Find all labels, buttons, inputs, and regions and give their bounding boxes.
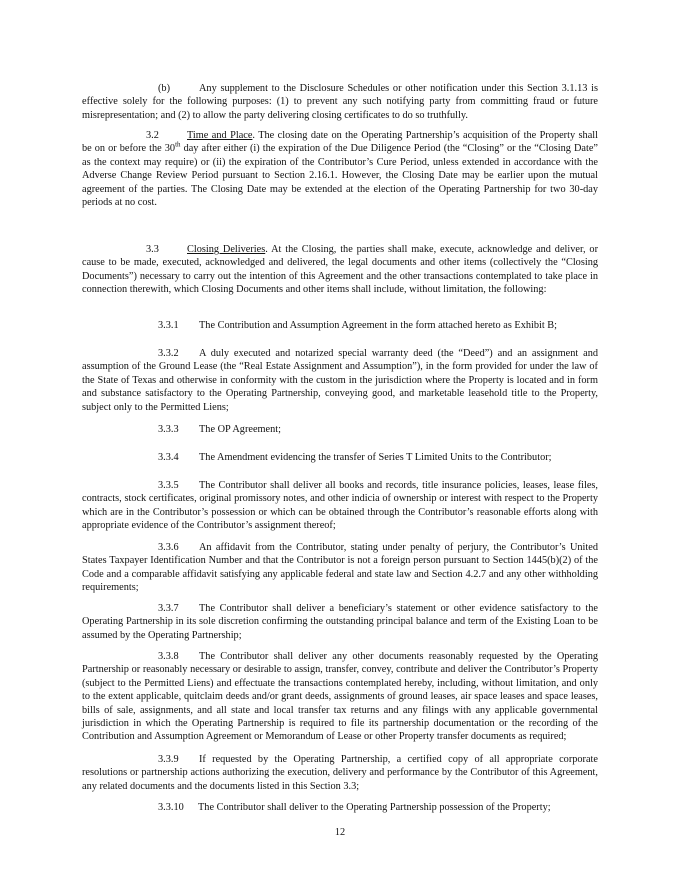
clause-3-3-6	[82, 541, 598, 595]
section-number: 3.2	[146, 130, 159, 141]
section-heading: Closing Deliveries	[187, 244, 266, 255]
clause-number: 3.3.1	[158, 320, 179, 331]
clause-number: 3.3.4	[158, 452, 179, 463]
clause-number: 3.3.2	[158, 348, 179, 359]
clause-text: The Amendment evidencing the transfer of Series T Limited Units to the Contributor;	[199, 452, 552, 463]
paragraph-number: (b)	[158, 83, 171, 94]
clause-text: If requested by the Operating Partnership, a certified copy of all appropriate corporate resolutions or partnership actions authorizing the execution, delivery and performance by the Contributor of this Agreement, any related documents and the documents listed in this Section 3.3;	[82, 754, 598, 792]
clause-3-3-3	[82, 423, 598, 436]
paragraph-text: Any supplement to the Disclosure Schedules or other notification under this Section 3.1.13 is effective solely for the following purposes: (1) to prevent any such notifying party from committing fraud or future misrepresentation; and (2) to allow the party delivering closing certificates to do so truthfully.	[82, 83, 598, 121]
clause-number: 3.3.5	[158, 480, 179, 491]
clause-3-3-10	[82, 801, 598, 814]
clause-number: 3.3.10	[158, 802, 184, 813]
clause-text: The Contributor shall deliver any other documents reasonably requested by the Operating Partnership or reasonably necessary or desirable to assign, transfer, convey, contribute and deliver the Contributor’s Property (subject to the Permitted Liens) and effectuate the transactions contemplated hereby, including, without limitation, and only to the extent applicable, quitclaim deeds and/or grant deeds, assignments of ground leases, air space leases and space leases, bills of sale, assignments, and all state and local transfer tax returns and any filings with any applicable governmental jurisdiction in which the Operating Partnership is required to file its partnership documentation or the recording of the Contribution and Assumption Agreement or Memorandum of Lease or other Property transfer documents as required;	[82, 651, 598, 743]
clause-number: 3.3.9	[158, 754, 179, 765]
clause-3-3-5	[82, 479, 598, 533]
clause-text: A duly executed and notarized special warranty deed (the “Deed”) and an assignment and assumption of the Ground Lease (the “Real Estate Assignment and Assumption”), in the form provided for under the law of the State of Texas and otherwise in conformity with the custom in the jurisdiction where the Property is located and in form and substance satisfactory to the Operating Partnership, conveying good, and marketable leasehold title to the Property, subject only to the Permitted Liens;	[82, 348, 598, 413]
clause-number: 3.3.7	[158, 603, 179, 614]
section-number: 3.3	[146, 244, 159, 255]
clause-text: The Contributor shall deliver a beneficiary’s statement or other evidence satisfactory to the Operating Partnership in its sole discretion confirming the outstanding principal balance and term of the Existing Loan to be assumed by the Operating Partnership;	[82, 603, 598, 641]
paragraph-3-1-13-b	[82, 82, 598, 122]
section-3-2-time-and-place	[82, 129, 598, 209]
paragraph-text-continued: day after either (i) the expiration of the Due Diligence Period (the “Closing” or the “Closing Date” as the context may require) or (ii) the expiration of the Contributor’s Cure Period, unless extended in accordance with the Adverse Change Review Period pursuant to Section 2.16.1. However, the Closing Date may be earlier upon the mutual agreement of the parties. The Closing Date may be extended at the election of the Operating Partnership for two 30-day periods at no cost.	[82, 143, 598, 209]
clause-text: The Contributor shall deliver all books and records, title insurance policies, leases, lease files, contracts, stock certificates, original promissory notes, and other indicia of ownership or interest with respect to the Property which are in the Contributor’s possession or which can be obtained through the Contributor’s reasonable efforts along with appropriate evidence of the Contributor’s assignment thereof;	[82, 480, 598, 532]
clause-text: The Contributor shall deliver to the Operating Partnership possession of the Property;	[198, 802, 551, 813]
section-3-3-closing-deliveries	[82, 243, 598, 297]
clause-text: The Contribution and Assumption Agreement in the form attached hereto as Exhibit B;	[199, 320, 558, 331]
clause-text: An affidavit from the Contributor, stating under penalty of perjury, the Contributor’s United States Taxpayer Identification Number and that the Contributor is not a foreign person pursuant to Section 1445(b)(2) of the Code and a comparable affidavit satisfying any applicable federal and state law and Section 4.2.7 and any other withholding requirements;	[82, 542, 598, 594]
clause-3-3-2	[82, 347, 598, 414]
clause-3-3-7	[82, 602, 598, 642]
clause-text: The OP Agreement;	[199, 424, 281, 435]
superscript-th: th	[175, 140, 181, 149]
clause-number: 3.3.8	[158, 651, 179, 662]
page-number: 12	[334, 827, 346, 838]
section-heading: Time and Place	[187, 130, 253, 141]
clause-3-3-1	[82, 319, 598, 332]
clause-3-3-9	[82, 753, 598, 793]
clause-3-3-4	[82, 451, 598, 464]
paragraph-text: . The closing date on the Operating Partnership’s acquisition of the Property shall be on or before the 30	[82, 130, 598, 155]
clause-number: 3.3.3	[158, 424, 179, 435]
paragraph-text: . At the Closing, the parties shall make, execute, acknowledge and deliver, or cause to be made, executed, acknowledged and delivered, the legal documents and other items (collectively the “Closing Documents”) necessary to carry out the intention of this Agreement and the other transactions contemplated to take place in connection therewith, which Closing Documents and other items shall include, without limitation, the following:	[82, 244, 599, 296]
clause-number: 3.3.6	[158, 542, 179, 553]
clause-3-3-8	[82, 650, 598, 744]
